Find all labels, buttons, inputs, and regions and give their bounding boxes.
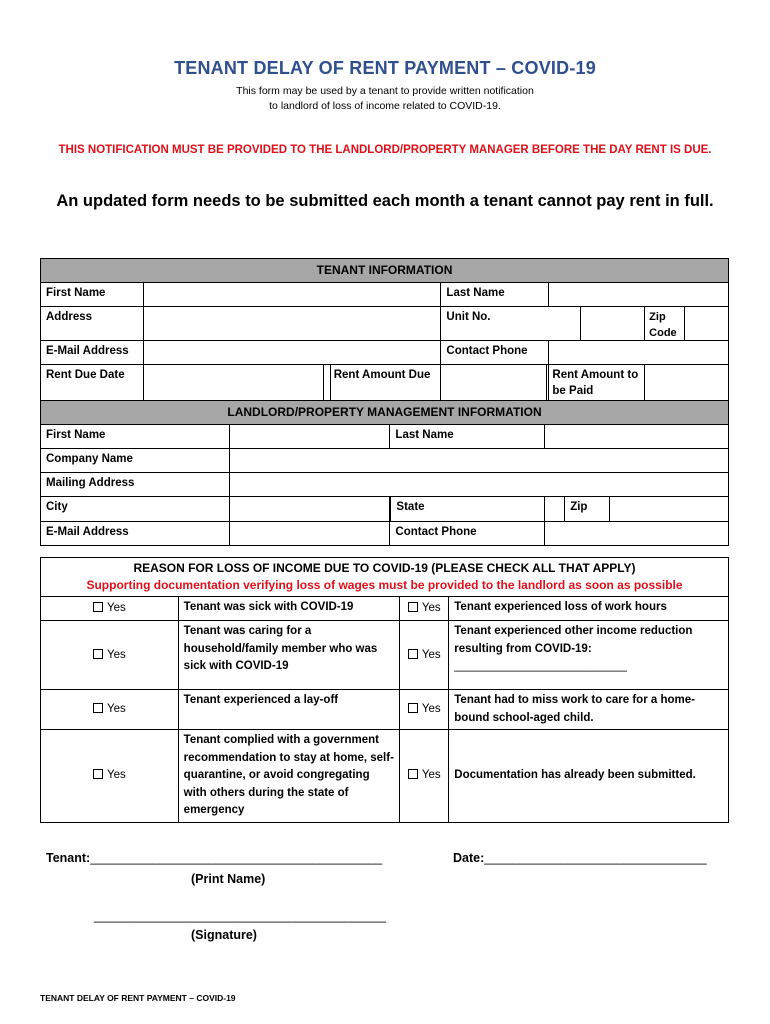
- checkbox-documentation[interactable]: [400, 730, 449, 823]
- reason-subheading: Supporting documentation verifying loss of wages must be provided to the landlord as soon as possible: [86, 578, 683, 592]
- reason-other-reduction: Tenant experienced other income reduction resulting from COVID-19:: [454, 625, 693, 655]
- signature-label: (Signature): [191, 928, 257, 942]
- tenant-rent-amount-due-label: Rent Amount Due: [330, 365, 441, 402]
- tenant-info-heading: TENANT INFORMATION: [41, 259, 729, 283]
- warning-notice: THIS NOTIFICATION MUST BE PROVIDED TO THE LANDLORD/PROPERTY MANAGER BEFORE THE DAY RENT IS DUE.: [58, 144, 712, 156]
- landlord-last-name-field[interactable]: [545, 425, 729, 449]
- tenant-rent-amount-paid-field[interactable]: [645, 365, 729, 402]
- reason-caring: Tenant was caring for a household/family member who was sick with COVID-19: [178, 621, 400, 690]
- reason-school: Tenant had to miss work to care for a home-bound school-aged child.: [449, 690, 729, 730]
- signature-line[interactable]: __________________________________________: [94, 909, 386, 923]
- tenant-first-name-label: First Name: [41, 283, 144, 307]
- tenant-info-table: [40, 258, 729, 402]
- yes-label: Yes: [106, 602, 126, 614]
- date-line[interactable]: [453, 851, 707, 865]
- tenant-unit-field[interactable]: [581, 307, 644, 340]
- landlord-first-name-field[interactable]: [229, 425, 390, 449]
- tenant-email-field[interactable]: [143, 341, 441, 365]
- landlord-city-label: City: [41, 497, 230, 522]
- landlord-contact-phone-field[interactable]: [545, 522, 729, 546]
- tenant-last-name-field[interactable]: [549, 283, 729, 307]
- tenant-rent-amount-due-field[interactable]: [441, 365, 547, 401]
- checkbox-complied[interactable]: [41, 730, 179, 823]
- checkbox-icon: [408, 703, 418, 713]
- yes-label: Yes: [421, 602, 441, 614]
- form-title: TENANT DELAY OF RENT PAYMENT – COVID-19: [174, 58, 596, 78]
- checkbox-work-hours[interactable]: [400, 597, 449, 621]
- tenant-email-label: E-Mail Address: [41, 341, 144, 365]
- checkbox-sick[interactable]: [41, 597, 179, 621]
- reason-other-reduction-cell: [449, 621, 729, 690]
- landlord-company-name-field[interactable]: [229, 449, 728, 473]
- checkbox-icon: [408, 602, 418, 612]
- checkbox-icon: [93, 602, 103, 612]
- landlord-state-label: State: [396, 501, 425, 513]
- reason-layoff: Tenant experienced a lay-off: [178, 690, 400, 730]
- landlord-company-name-label: Company Name: [41, 449, 230, 473]
- tenant-zip-label: Zip Code: [645, 307, 685, 340]
- tenant-name-line[interactable]: [46, 851, 382, 865]
- form-subtitle: [0, 84, 770, 114]
- subtitle-line-1: This form may be used by a tenant to provide written notification: [236, 85, 534, 97]
- tenant-address-field[interactable]: [143, 307, 441, 341]
- tenant-address-label: Address: [41, 307, 144, 341]
- checkbox-other-reduction[interactable]: [400, 621, 449, 690]
- checkbox-layoff[interactable]: [41, 690, 179, 730]
- footer-text: TENANT DELAY OF RENT PAYMENT – COVID-19: [40, 993, 236, 1003]
- reason-complied: Tenant complied with a government recommendation to stay at home, self-quarantine, or avoid congregating with others during the state of emergency: [178, 730, 400, 823]
- reason-documentation: Documentation has already been submitted.: [449, 730, 729, 823]
- date-blank: ________________________________: [484, 851, 707, 865]
- tenant-rent-amount-paid-text: Rent Amount to be Paid: [552, 369, 639, 397]
- tenant-contact-phone-field[interactable]: [549, 341, 729, 365]
- checkbox-icon: [93, 649, 103, 659]
- landlord-zip-field[interactable]: [610, 497, 728, 521]
- tenant-zip-field[interactable]: [685, 307, 728, 340]
- landlord-state-cell: [390, 497, 545, 522]
- landlord-contact-phone-label: Contact Phone: [390, 522, 545, 546]
- landlord-mailing-address-field[interactable]: [229, 473, 728, 497]
- checkbox-school[interactable]: [400, 690, 449, 730]
- tenant-contact-phone-label: Contact Phone: [441, 341, 549, 365]
- tenant-first-name-field[interactable]: [143, 283, 441, 307]
- reason-sick: Tenant was sick with COVID-19: [178, 597, 400, 621]
- landlord-mailing-address-label: Mailing Address: [41, 473, 230, 497]
- reason-heading: REASON FOR LOSS OF INCOME DUE TO COVID-19 (PLEASE CHECK ALL THAT APPLY): [133, 561, 636, 575]
- print-name-label: (Print Name): [191, 872, 266, 886]
- reason-work-hours: Tenant experienced loss of work hours: [449, 597, 729, 621]
- landlord-zip-cell: [545, 497, 729, 522]
- tenant-rent-amount-due-cell: [441, 365, 549, 402]
- yes-label: Yes: [106, 648, 126, 661]
- reason-other-blank[interactable]: ___________________________: [454, 660, 627, 672]
- date-label: Date:: [453, 851, 485, 865]
- landlord-email-field[interactable]: [229, 522, 390, 546]
- landlord-city-field[interactable]: [229, 497, 390, 522]
- tenant-name-blank: __________________________________________: [90, 851, 383, 865]
- yes-label: Yes: [421, 769, 441, 782]
- checkbox-caring[interactable]: [41, 621, 179, 690]
- yes-label: Yes: [106, 769, 126, 782]
- landlord-info-heading: LANDLORD/PROPERTY MANAGEMENT INFORMATION: [41, 401, 729, 425]
- tenant-rent-amount-paid-label: [549, 365, 645, 402]
- tenant-zip-cell: [645, 307, 729, 341]
- landlord-info-table: [40, 400, 729, 546]
- tenant-unit-cell: [441, 307, 645, 341]
- tenant-label: Tenant:: [46, 851, 91, 865]
- checkbox-icon: [93, 769, 103, 779]
- yes-label: Yes: [421, 703, 441, 715]
- landlord-last-name-label: Last Name: [390, 425, 545, 449]
- reason-heading-cell: [41, 558, 729, 597]
- updated-form-notice: An updated form needs to be submitted each month a tenant cannot pay rent in full.: [56, 192, 714, 210]
- yes-label: Yes: [106, 703, 126, 715]
- checkbox-icon: [93, 703, 103, 713]
- tenant-last-name-label: Last Name: [441, 283, 549, 307]
- reason-table: [40, 557, 729, 823]
- landlord-zip-label: Zip: [565, 497, 610, 521]
- tenant-unit-label: Unit No.: [441, 307, 581, 340]
- yes-label: Yes: [421, 648, 441, 661]
- tenant-rent-due-cell: [143, 365, 330, 402]
- tenant-rent-due-date-field[interactable]: [144, 365, 324, 401]
- checkbox-icon: [408, 769, 418, 779]
- tenant-rent-due-date-label: Rent Due Date: [41, 365, 144, 402]
- subtitle-line-2: to landlord of loss of income related to COVID-19.: [269, 100, 501, 112]
- landlord-email-label: E-Mail Address: [41, 522, 230, 546]
- landlord-first-name-label: First Name: [41, 425, 230, 449]
- checkbox-icon: [408, 649, 418, 659]
